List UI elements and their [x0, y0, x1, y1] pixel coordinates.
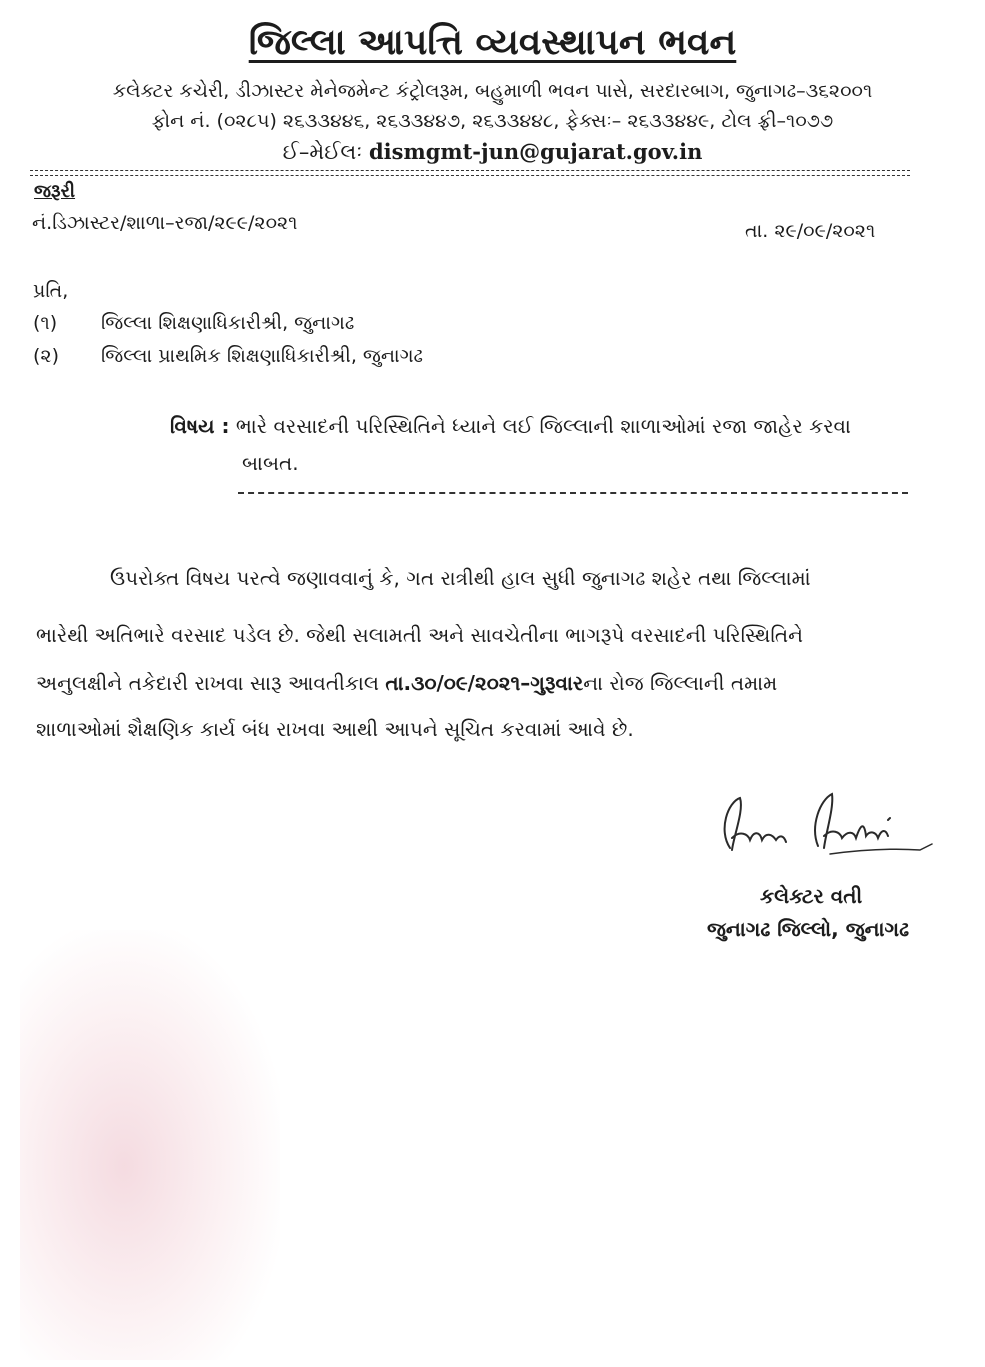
reference-number: નં.ડિઝાસ્ટર/શાળા–રજા/૨૯૯/૨૦૨૧ [32, 212, 298, 234]
office-phone: ફોન નં. (૦૨૮૫) ૨૬૩૩૪૪૬, ૨૬૩૩૪૪૭, ૨૬૩૩૪૪૮, ફેક્સઃ– ૨૬૩૩૪૪૯, ટોલ ફ્રી–૧૦૭૭ [151, 110, 834, 132]
body-paragraph-line: ભારેથી અતિભારે વરસાદ પડેલ છે. જેથી સલામતી અને સાવચેતીના ભાગરૂપે વરસાદની પરિસ્થિતિને [36, 623, 804, 647]
office-title: જિલ્લા આપત્તિ વ્યવસ્થાપન ભવન [248, 22, 737, 63]
subject-label: વિષય : [170, 414, 230, 438]
letter-date: તા. ૨૯/૦૯/૨૦૨૧ [745, 220, 876, 242]
recipient-name: જિલ્લા પ્રાથમિક શિક્ષણાધિકારીશ્રી, જુનાગઢ [101, 345, 424, 367]
header-divider [30, 170, 910, 171]
subject-divider [238, 492, 908, 494]
recipient-number: (૧) [33, 312, 58, 334]
header-divider-2 [30, 175, 910, 176]
subject-line [170, 414, 851, 438]
to-label: પ્રતિ, [33, 280, 69, 302]
body-paragraph-line: શાળાઓમાં શૈક્ષણિક કાર્ય બંધ રાખવા આથી આપને સૂચિત કરવામાં આવે છે. [36, 717, 634, 741]
office-address: કલેક્ટર કચેરી, ડીઝાસ્ટર મેનેજમેન્ટ કંટ્રોલરૂમ, બહુમાળી ભવન પાસે, સરદારબાગ, જુનાગઢ–૩૬૨૦૦૧ [112, 80, 873, 102]
handwritten-signature [710, 790, 940, 865]
signatory-title: કલેક્ટર વતી [760, 884, 863, 908]
recipient-name: જિલ્લા શિક્ષણાધિકારીશ્રી, જુનાગઢ [101, 312, 355, 334]
body-paragraph-line [36, 671, 777, 695]
subject-text: ભારે વરસાદની પરિસ્થિતિને ધ્યાને લઈ જિલ્લાની શાળાઓમાં રજા જાહેર કરવા [235, 414, 851, 438]
recipient-number: (૨) [33, 345, 59, 367]
recipient-item [33, 312, 354, 334]
urgent-label: જરૂરી [34, 181, 76, 202]
body-paragraph-line: ઉપરોક્ત વિષય પરત્વે જણાવવાનું કે, ગત રાત્રીથી હાલ સુધી જુનાગઢ શહેર તથા જિલ્લામાં [110, 566, 811, 590]
office-email-line [0, 139, 985, 165]
signatory-office: જુનાગઢ જિલ્લો, જુનાગઢ [707, 917, 910, 941]
subject-text-cont: બાબત. [242, 451, 299, 475]
body-text: ના રોજ જિલ્લાની તમામ [583, 671, 778, 695]
holiday-date: તા.૩૦/૦૯/૨૦૨૧–ગુરૂવાર [385, 671, 584, 695]
body-text: અનુલક્ષીને તકેદારી રાખવા સારૂ આવતીકાલ [36, 671, 386, 695]
paper-stain [20, 930, 280, 1360]
email-label: ઈ–મેઈલઃ [282, 140, 363, 164]
recipient-item [33, 345, 423, 367]
email-address: dismgmt-jun@gujarat.gov.in [369, 139, 703, 164]
